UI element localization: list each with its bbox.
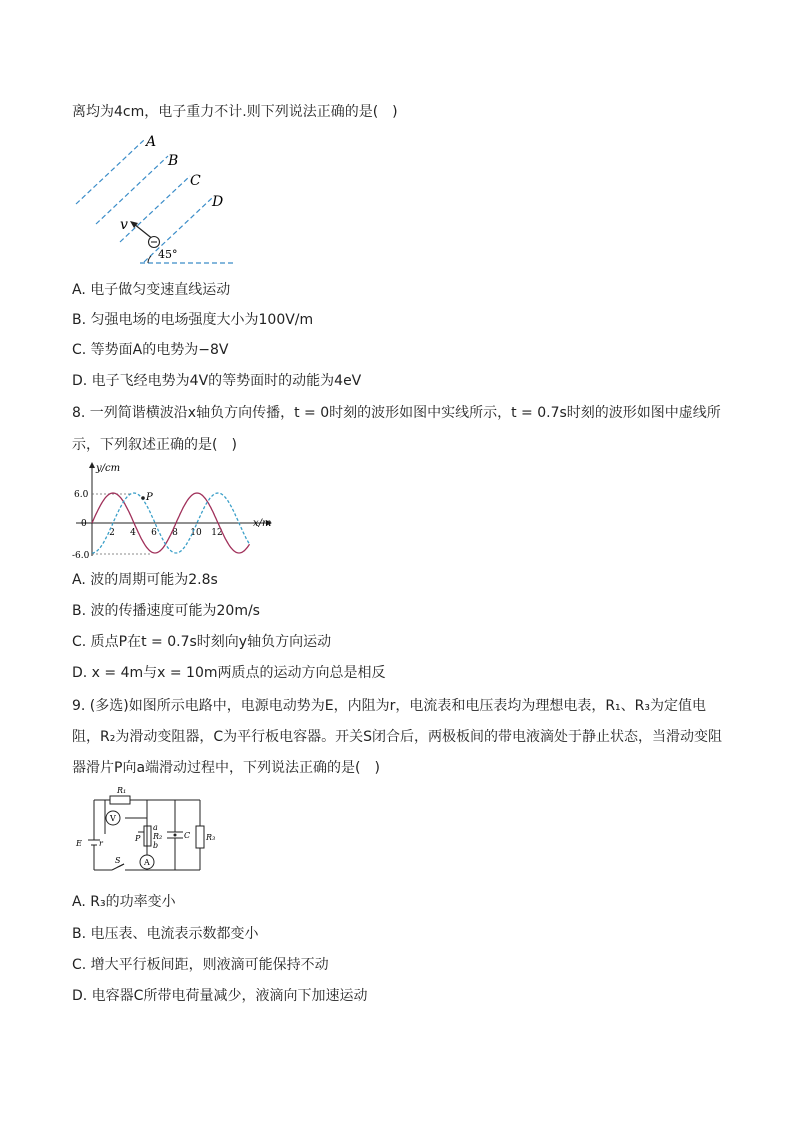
x-tick-4: 4: [130, 528, 136, 538]
label-e: E: [76, 839, 82, 848]
q9-stem-line2: 阻，R₂为滑动变阻器，C为平行板电容器。开关S闭合后，两极板间的带电液滴处于静止状态，当滑动变阻: [72, 729, 722, 745]
q8-option-a: A. 波的周期可能为2.8s: [72, 572, 218, 588]
q7-option-b: B. 匀强电场的电场强度大小为100V/m: [72, 312, 314, 328]
label-s: S: [115, 856, 121, 865]
resistor-r3: [196, 826, 204, 848]
label-d: D: [212, 194, 224, 210]
label-r: r: [99, 839, 103, 848]
y-tick-top: 6.0: [74, 490, 89, 500]
x-tick-12: 12: [211, 528, 223, 538]
x-tick-2: 2: [109, 528, 115, 538]
q9-option-d: D. 电容器C所带电荷量减少，液滴向下加速运动: [72, 988, 368, 1004]
q7-option-a: A. 电子做匀变速直线运动: [72, 282, 231, 298]
x-tick-10: 10: [190, 528, 202, 538]
q7-option-c: C. 等势面A的电势为−8V: [72, 342, 229, 358]
q7-equipotential-figure: [72, 132, 242, 267]
label-a: A: [144, 858, 150, 867]
point-p: [141, 496, 145, 500]
equipotential-line-b: [96, 156, 168, 224]
q9-option-a: A. R₃的功率变小: [72, 894, 176, 910]
angle-label: 45°: [158, 248, 178, 261]
y-tick-bottom: -6.0: [72, 551, 90, 560]
q7-option-d: D. 电子飞经电势为4V的等势面时的动能为4eV: [72, 373, 362, 389]
label-c: C: [184, 831, 191, 840]
label-c: C: [190, 173, 201, 189]
q8-option-c: C. 质点P在t = 0.7s时刻向y轴负方向运动: [72, 634, 332, 650]
equipotential-line-a: [76, 140, 144, 204]
label-a: A: [146, 134, 157, 150]
label-r2: R₂: [153, 832, 163, 841]
droplet: [174, 834, 177, 837]
q9-circuit-diagram: [72, 784, 222, 884]
label-a-end: a: [153, 823, 158, 832]
x-tick-6: 6: [151, 528, 157, 538]
q9-option-b: B. 电压表、电流表示数都变小: [72, 926, 259, 942]
q9-option-c: C. 增大平行板间距，则液滴可能保持不动: [72, 957, 329, 973]
x-tick-8: 8: [172, 528, 178, 538]
q9-stem-line1: 9. (多选)如图所示电路中，电源电动势为E，内阻为r，电流表和电压表均为理想电表，R₁、R₃为定值电: [72, 698, 707, 714]
velocity-label: v: [120, 217, 128, 233]
q8-option-d: D. x = 4m与x = 10m两质点的运动方向总是相反: [72, 665, 386, 681]
q8-wave-graph: [72, 460, 282, 560]
label-b: B: [168, 153, 179, 169]
x-axis-label: x/m: [253, 518, 272, 529]
equipotential-line-c: [120, 176, 190, 242]
resistor-r1: [110, 796, 130, 804]
y-tick-zero: 0: [81, 519, 87, 529]
q9-stem-line3: 器滑片P向a端滑动过程中，下列说法正确的是( ): [72, 760, 380, 776]
label-v: V: [110, 814, 116, 823]
q8-option-b: B. 波的传播速度可能为20m/s: [72, 603, 260, 619]
label-r3: R₃: [206, 833, 216, 842]
label-r1: R₁: [117, 786, 127, 795]
equipotential-line-d: [144, 198, 212, 262]
label-b-end: b: [153, 841, 159, 850]
point-p-label: P: [146, 492, 153, 503]
y-axis-label: y/cm: [96, 463, 121, 474]
q8-stem-line1: 8. 一列简谐横波沿x轴负方向传播，t = 0时刻的波形如图中实线所示，t = 0.7s时刻的波形如图中虚线所: [72, 405, 721, 421]
q8-stem-line2: 示，下列叙述正确的是( ): [72, 437, 237, 453]
q7-intro-text: 离均为4cm，电子重力不计.则下列说法正确的是( ): [72, 104, 398, 120]
angle-arc: [148, 256, 151, 263]
label-p: P: [135, 834, 141, 843]
